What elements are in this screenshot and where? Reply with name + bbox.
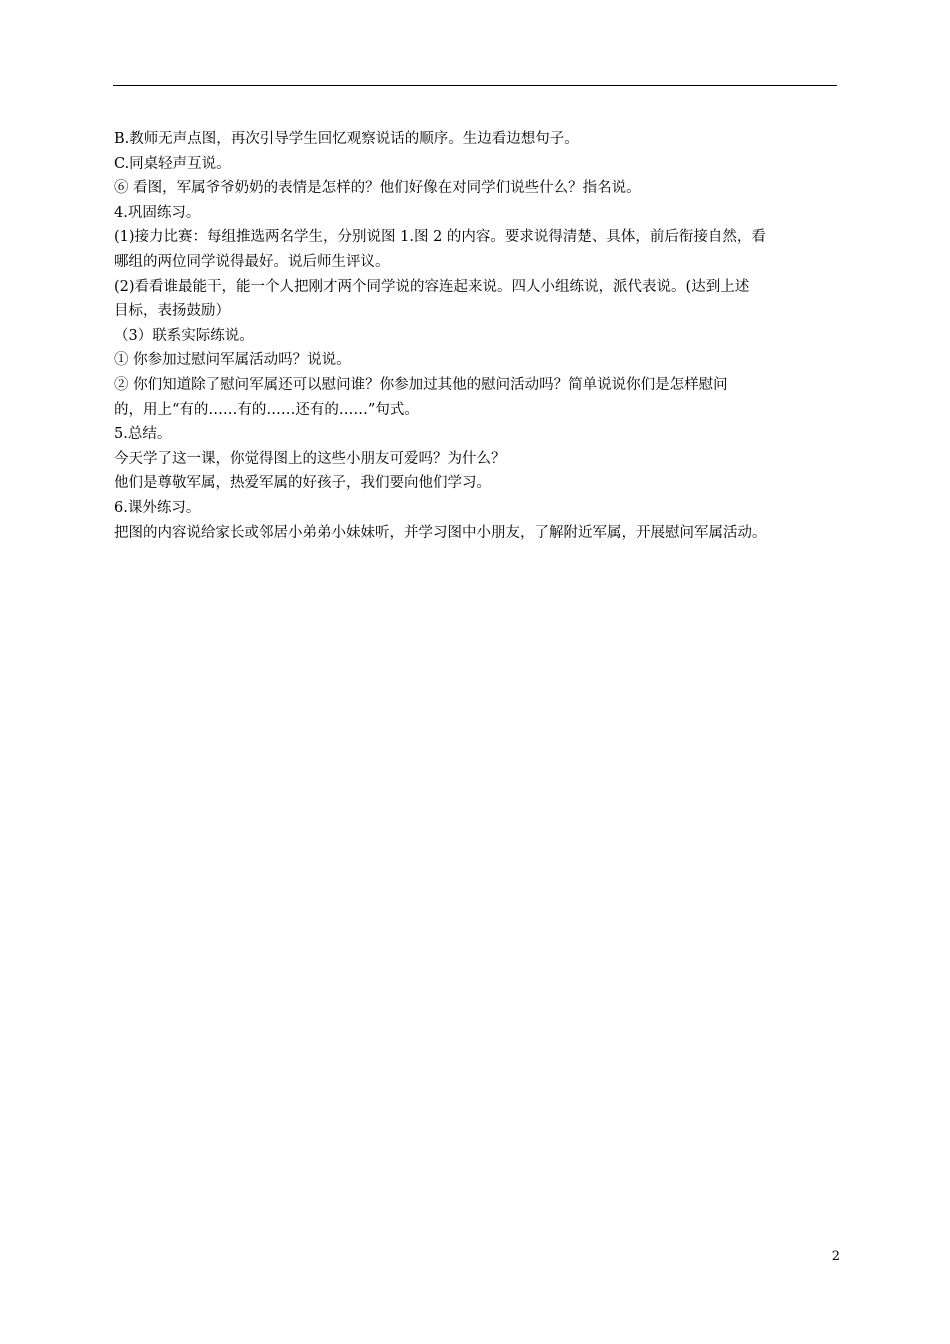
- text-line: 目标，表扬鼓励）: [114, 303, 230, 320]
- text-line: ① 你参加过慰问军属活动吗？说说。: [114, 352, 351, 369]
- text-line: ② 你们知道除了慰问军属还可以慰问谁？你参加过其他的慰问活动吗？简单说说你们是怎样慰问: [114, 376, 728, 393]
- text-line: （3）联系实际练说。: [114, 327, 254, 344]
- document-body: [114, 127, 838, 545]
- text-line: 哪组的两位同学说得最好。说后师生评议。: [114, 253, 390, 270]
- text-line: 的，用上“有的……有的……还有的……”句式。: [114, 401, 419, 418]
- text-line: (1)接力比赛：每组推选两名学生，分别说图 1.图 2 的内容。要求说得清楚、具体，前后衔接自然，看: [114, 229, 766, 246]
- text-line: 他们是尊敬军属，热爱军属的好孩子，我们要向他们学习。: [114, 475, 491, 492]
- text-line: 今天学了这一课，你觉得图上的这些小朋友可爱吗？为什么？: [114, 450, 506, 467]
- page-number: 2: [831, 1249, 840, 1264]
- section-heading: 6.课外练习。: [114, 499, 201, 516]
- text-line: B.教师无声点图，再次引导学生回忆观察说话的顺序。生边看边想句子。: [114, 131, 579, 147]
- header-rule: [113, 85, 837, 86]
- text-line: ⑥ 看图，军属爷爷奶奶的表情是怎样的？他们好像在对同学们说些什么？指名说。: [114, 180, 641, 197]
- text-line: C.同桌轻声互说。: [114, 155, 231, 172]
- text-line: (2)看看谁最能干，能一个人把刚才两个同学说的容连起来说。四人小组练说，派代表说。(达到上述: [114, 278, 750, 295]
- section-heading: 4.巩固练习。: [114, 204, 201, 221]
- text-line: 把图的内容说给家长或邻居小弟弟小妹妹听，并学习图中小朋友，了解附近军属，开展慰问军属活动。: [114, 524, 767, 541]
- section-heading: 5.总结。: [114, 426, 172, 443]
